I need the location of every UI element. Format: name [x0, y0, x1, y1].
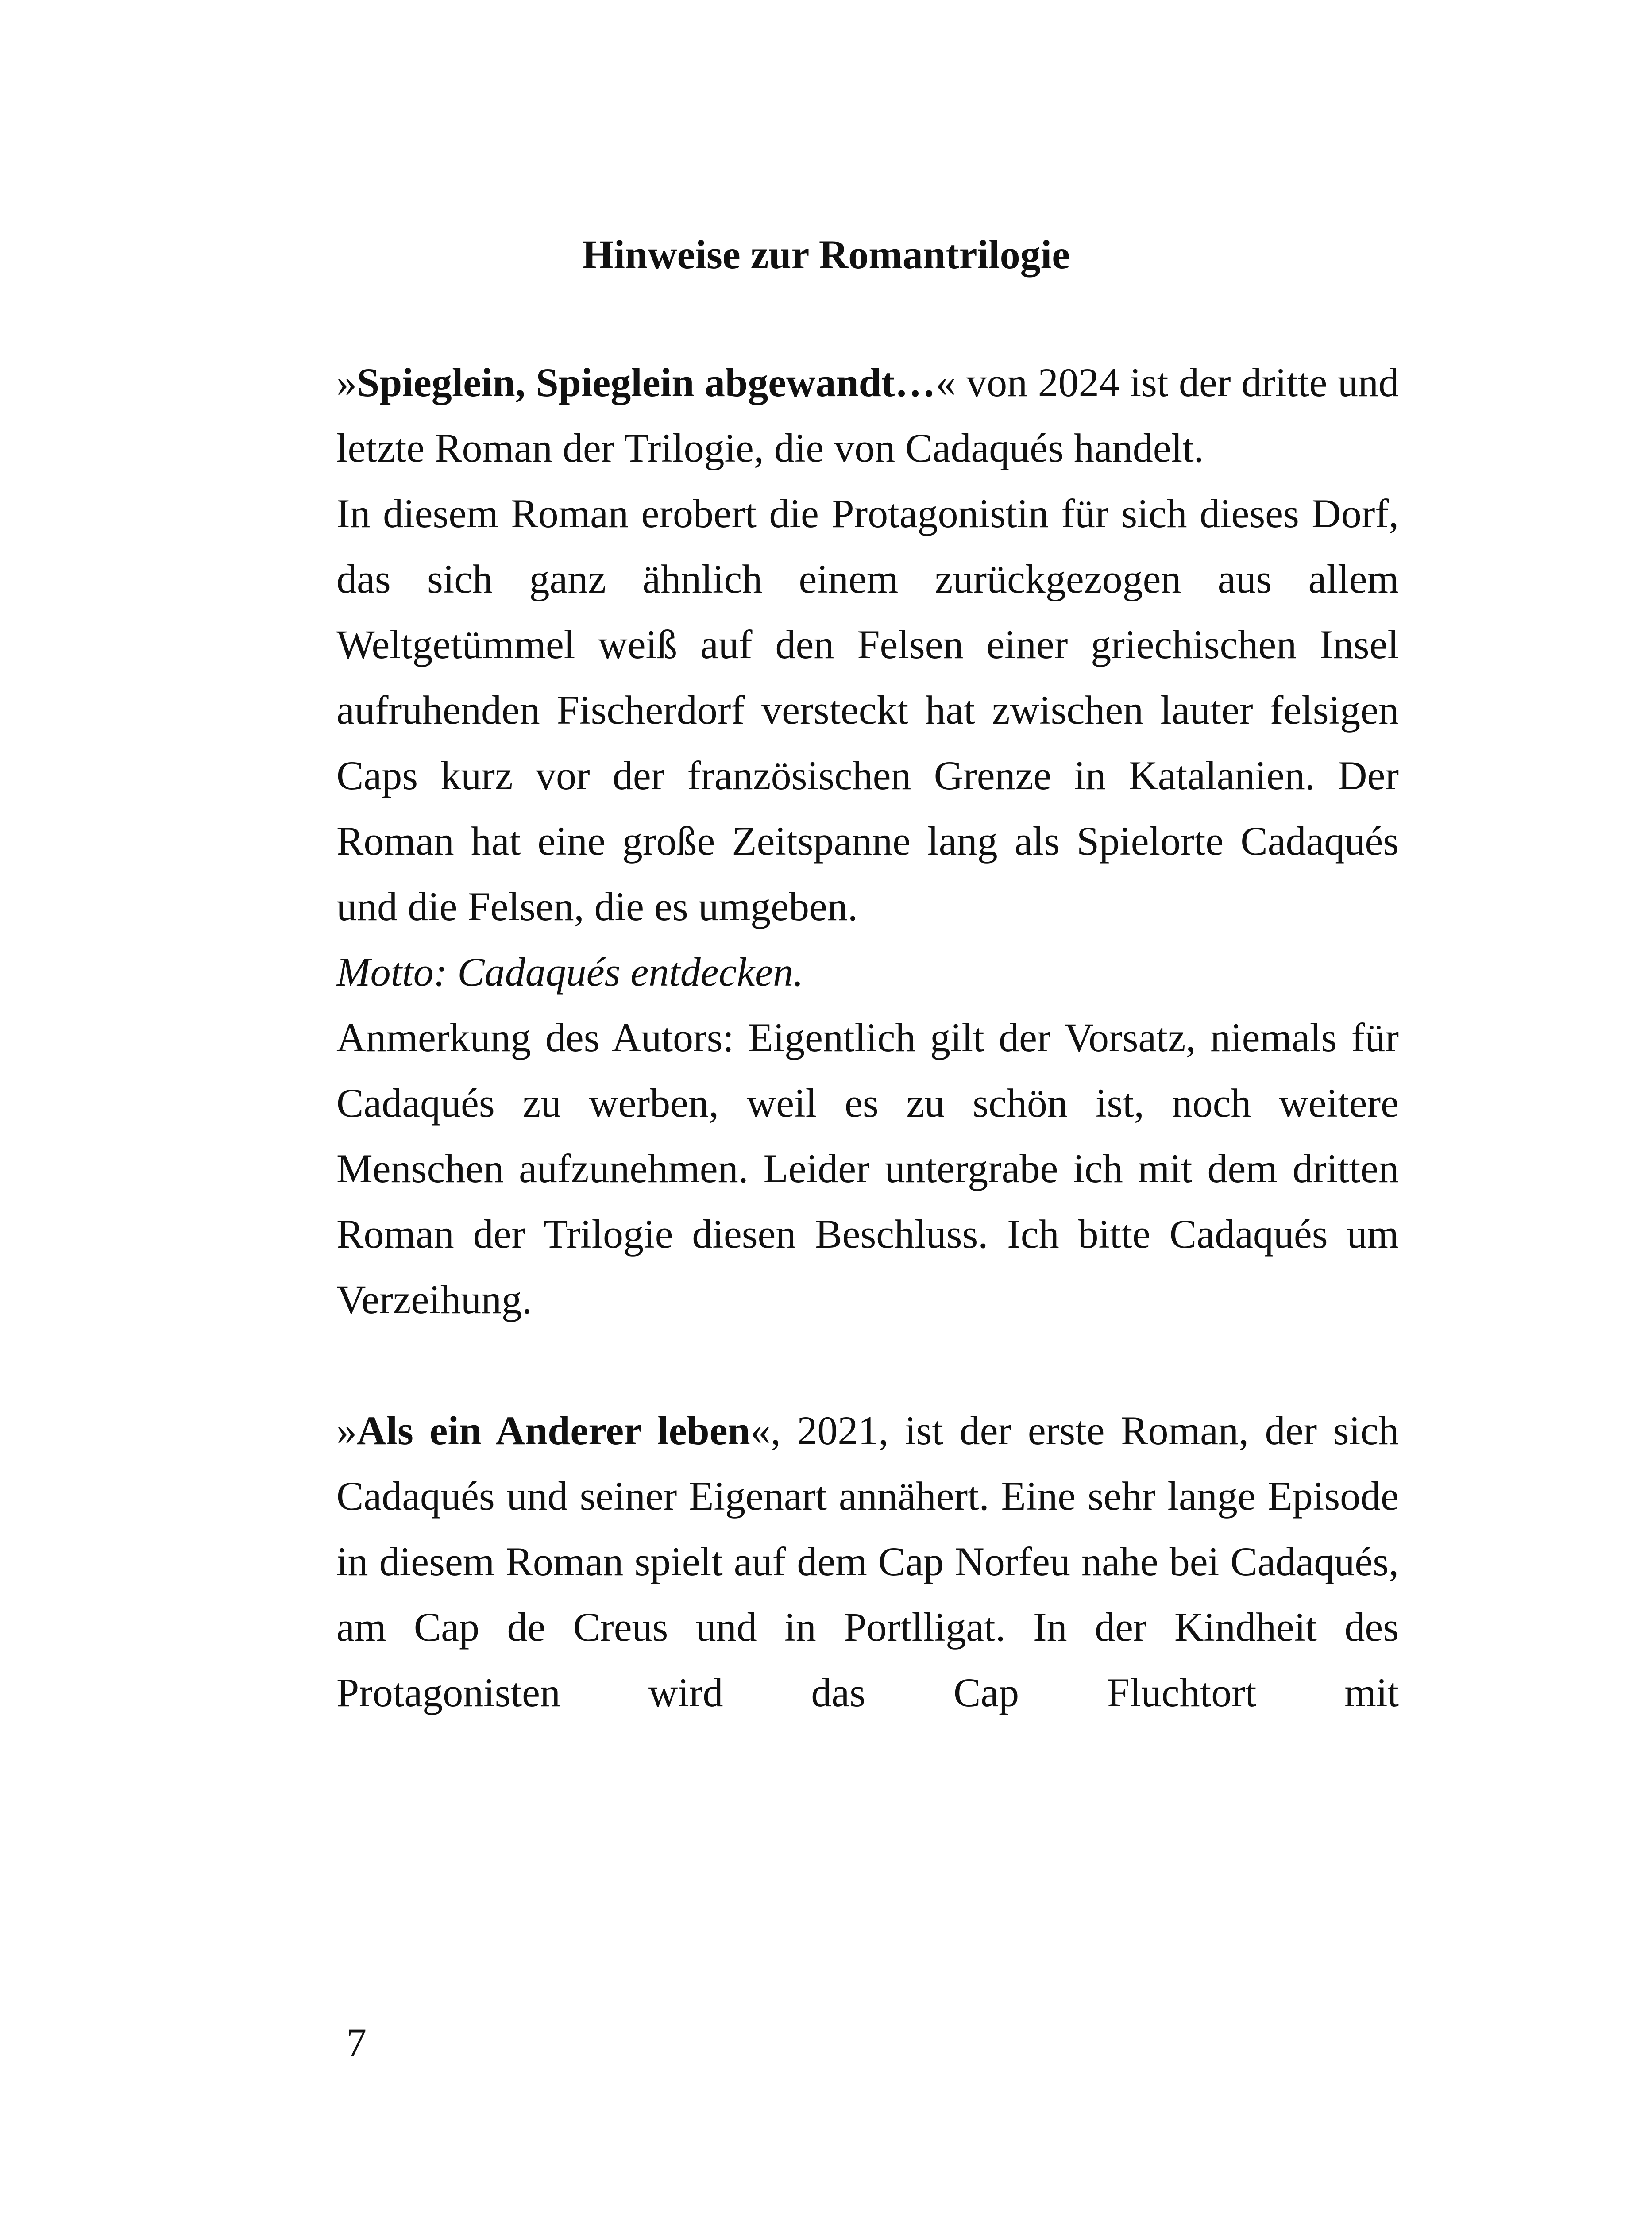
book-title-spieglein: Spieglein, Spieglein abgewandt… [357, 360, 936, 405]
paragraph-spacer [336, 1332, 1399, 1398]
closing-quote: « [750, 1408, 771, 1453]
paragraph-text: , 2021, ist der erste Roman, der sich Cadaqués und seiner Eigenart annähert. Eine sehr lange Episode in diesem Roman spielt auf dem Cap Norfeu nahe bei Cadaqués, am Cap de Creus und in Portlligat. In der Kindheit des Protagonisten wird das Cap Fluchtort mit [336, 1408, 1399, 1715]
motto: Motto: Cadaqués entdecken. [336, 949, 804, 995]
page-title: Hinweise zur Romantrilogie [582, 232, 1070, 277]
page-number: 7 [346, 2020, 367, 2065]
author-note: Anmerkung des Autors: Eigentlich gilt der Vorsatz, niemals für Cadaqués zu werben, weil es zu schön ist, noch weitere Menschen aufzunehmen. Leider untergrabe ich mit dem dritten Roman der Trilogie diesen Beschluss. Ich bitte Cadaqués um Verzeihung. [336, 1015, 1399, 1322]
paragraph-text: von 2024 ist der dritte und letzte Roman der Trilogie, die von Cadaqués handelt. [336, 360, 1399, 470]
opening-quote: » [336, 360, 357, 405]
closing-quote: « [935, 360, 956, 405]
paragraph-description: In diesem Roman erobert die Protagonistin für sich dieses Dorf, das sich ganz ähnlich einem zurückgezogen aus allem Weltgetümmel weiß auf den Felsen einer griechischen Insel aufruhenden Fischerdorf versteckt hat zwischen lauter felsigen Caps kurz vor der französischen Grenze in Katalanien. Der Roman hat eine große Zeitspanne lang als Spielorte Cadaqués und die Felsen, die es umgeben. [336, 491, 1399, 929]
opening-quote: » [336, 1408, 357, 1453]
paragraph-book-2 [336, 1398, 1399, 1725]
page-content [336, 350, 1399, 1725]
book-title-als-ein-anderer-leben: Als ein Anderer leben [357, 1408, 750, 1453]
paragraph-book-1 [336, 350, 1399, 481]
